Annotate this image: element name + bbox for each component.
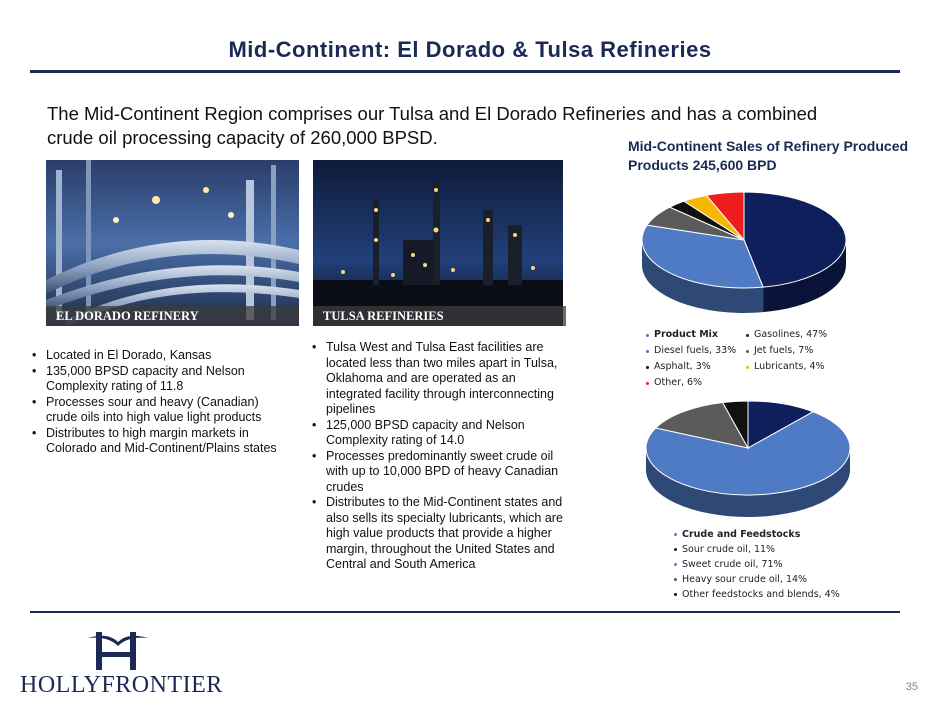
list-item: • Distributes to high margin markets in Colorado and Mid-Continent/Plains states — [30, 426, 282, 457]
crude-feedstocks-pie-chart — [642, 398, 867, 520]
list-item: • 125,000 BPSD capacity and Nelson Complexity rating of 14.0 — [310, 418, 572, 449]
logo-text: HOLLYFRONTIER — [20, 672, 223, 696]
legend-label: Other, 6% — [654, 377, 703, 388]
list-item: • Located in El Dorado, Kansas — [30, 348, 282, 364]
tulsa-photo — [313, 160, 566, 326]
legend-label: Sour crude oil, 11% — [682, 544, 776, 555]
legend-label: Heavy sour crude oil, 14% — [682, 574, 808, 585]
legend-label: Jet fuels, 7% — [754, 345, 814, 356]
legend-label: Gasolines, 47% — [754, 329, 828, 340]
crude-feedstocks-legend — [674, 527, 840, 602]
page-number: 35 — [905, 681, 918, 693]
tulsa-bullets — [310, 340, 572, 573]
product-mix-pie-chart — [640, 185, 870, 320]
legend-title: Product Mix — [654, 329, 719, 340]
list-item: • 135,000 BPSD capacity and Nelson Complexity rating of 11.8 — [30, 364, 282, 395]
tulsa-caption: TULSA REFINERIES — [313, 306, 566, 326]
list-item: • Distributes to the Mid-Continent states and also sells its specialty lubricants, which are high value products that provide a higher margin, throughout the United States and Central and South America — [310, 495, 572, 573]
title-divider — [30, 70, 900, 73]
el-dorado-photo — [46, 160, 299, 326]
legend-swatch — [746, 334, 749, 337]
hollyfrontier-logo — [18, 630, 238, 696]
el-dorado-caption: EL DORADO REFINERY — [46, 306, 299, 326]
list-item: • Processes sour and heavy (Canadian) crude oils into high value light products — [30, 395, 282, 426]
legend-label: Lubricants, 4% — [754, 361, 825, 372]
product-mix-legend — [646, 327, 827, 391]
legend-label: Other feedstocks and blends, 4% — [682, 589, 840, 600]
page-title: Mid-Continent: El Dorado & Tulsa Refineries — [228, 37, 712, 62]
list-item: • Tulsa West and Tulsa East facilities are located less than two miles apart in Tulsa, Oklahoma and are operated as an integrated facility through interconnecting pipelines — [310, 340, 572, 418]
chart-title: Mid-Continent Sales of Refinery Produced Products 245,600 BPD — [628, 138, 909, 173]
intro-text: The Mid-Continent Region comprises our Tulsa and El Dorado Refineries and has a combined crude oil processing capacity of 260,000 BPSD. — [47, 103, 818, 148]
legend-label: Diesel fuels, 33% — [654, 345, 737, 356]
legend-title: Crude and Feedstocks — [682, 529, 801, 540]
legend-label: Asphalt, 3% — [654, 361, 711, 372]
legend-label: Sweet crude oil, 71% — [682, 559, 783, 570]
el-dorado-bullets — [30, 348, 282, 457]
list-item: • Processes predominantly sweet crude oil with up to 10,000 BPD of heavy Canadian crudes — [310, 449, 572, 496]
footer-divider — [30, 611, 900, 613]
